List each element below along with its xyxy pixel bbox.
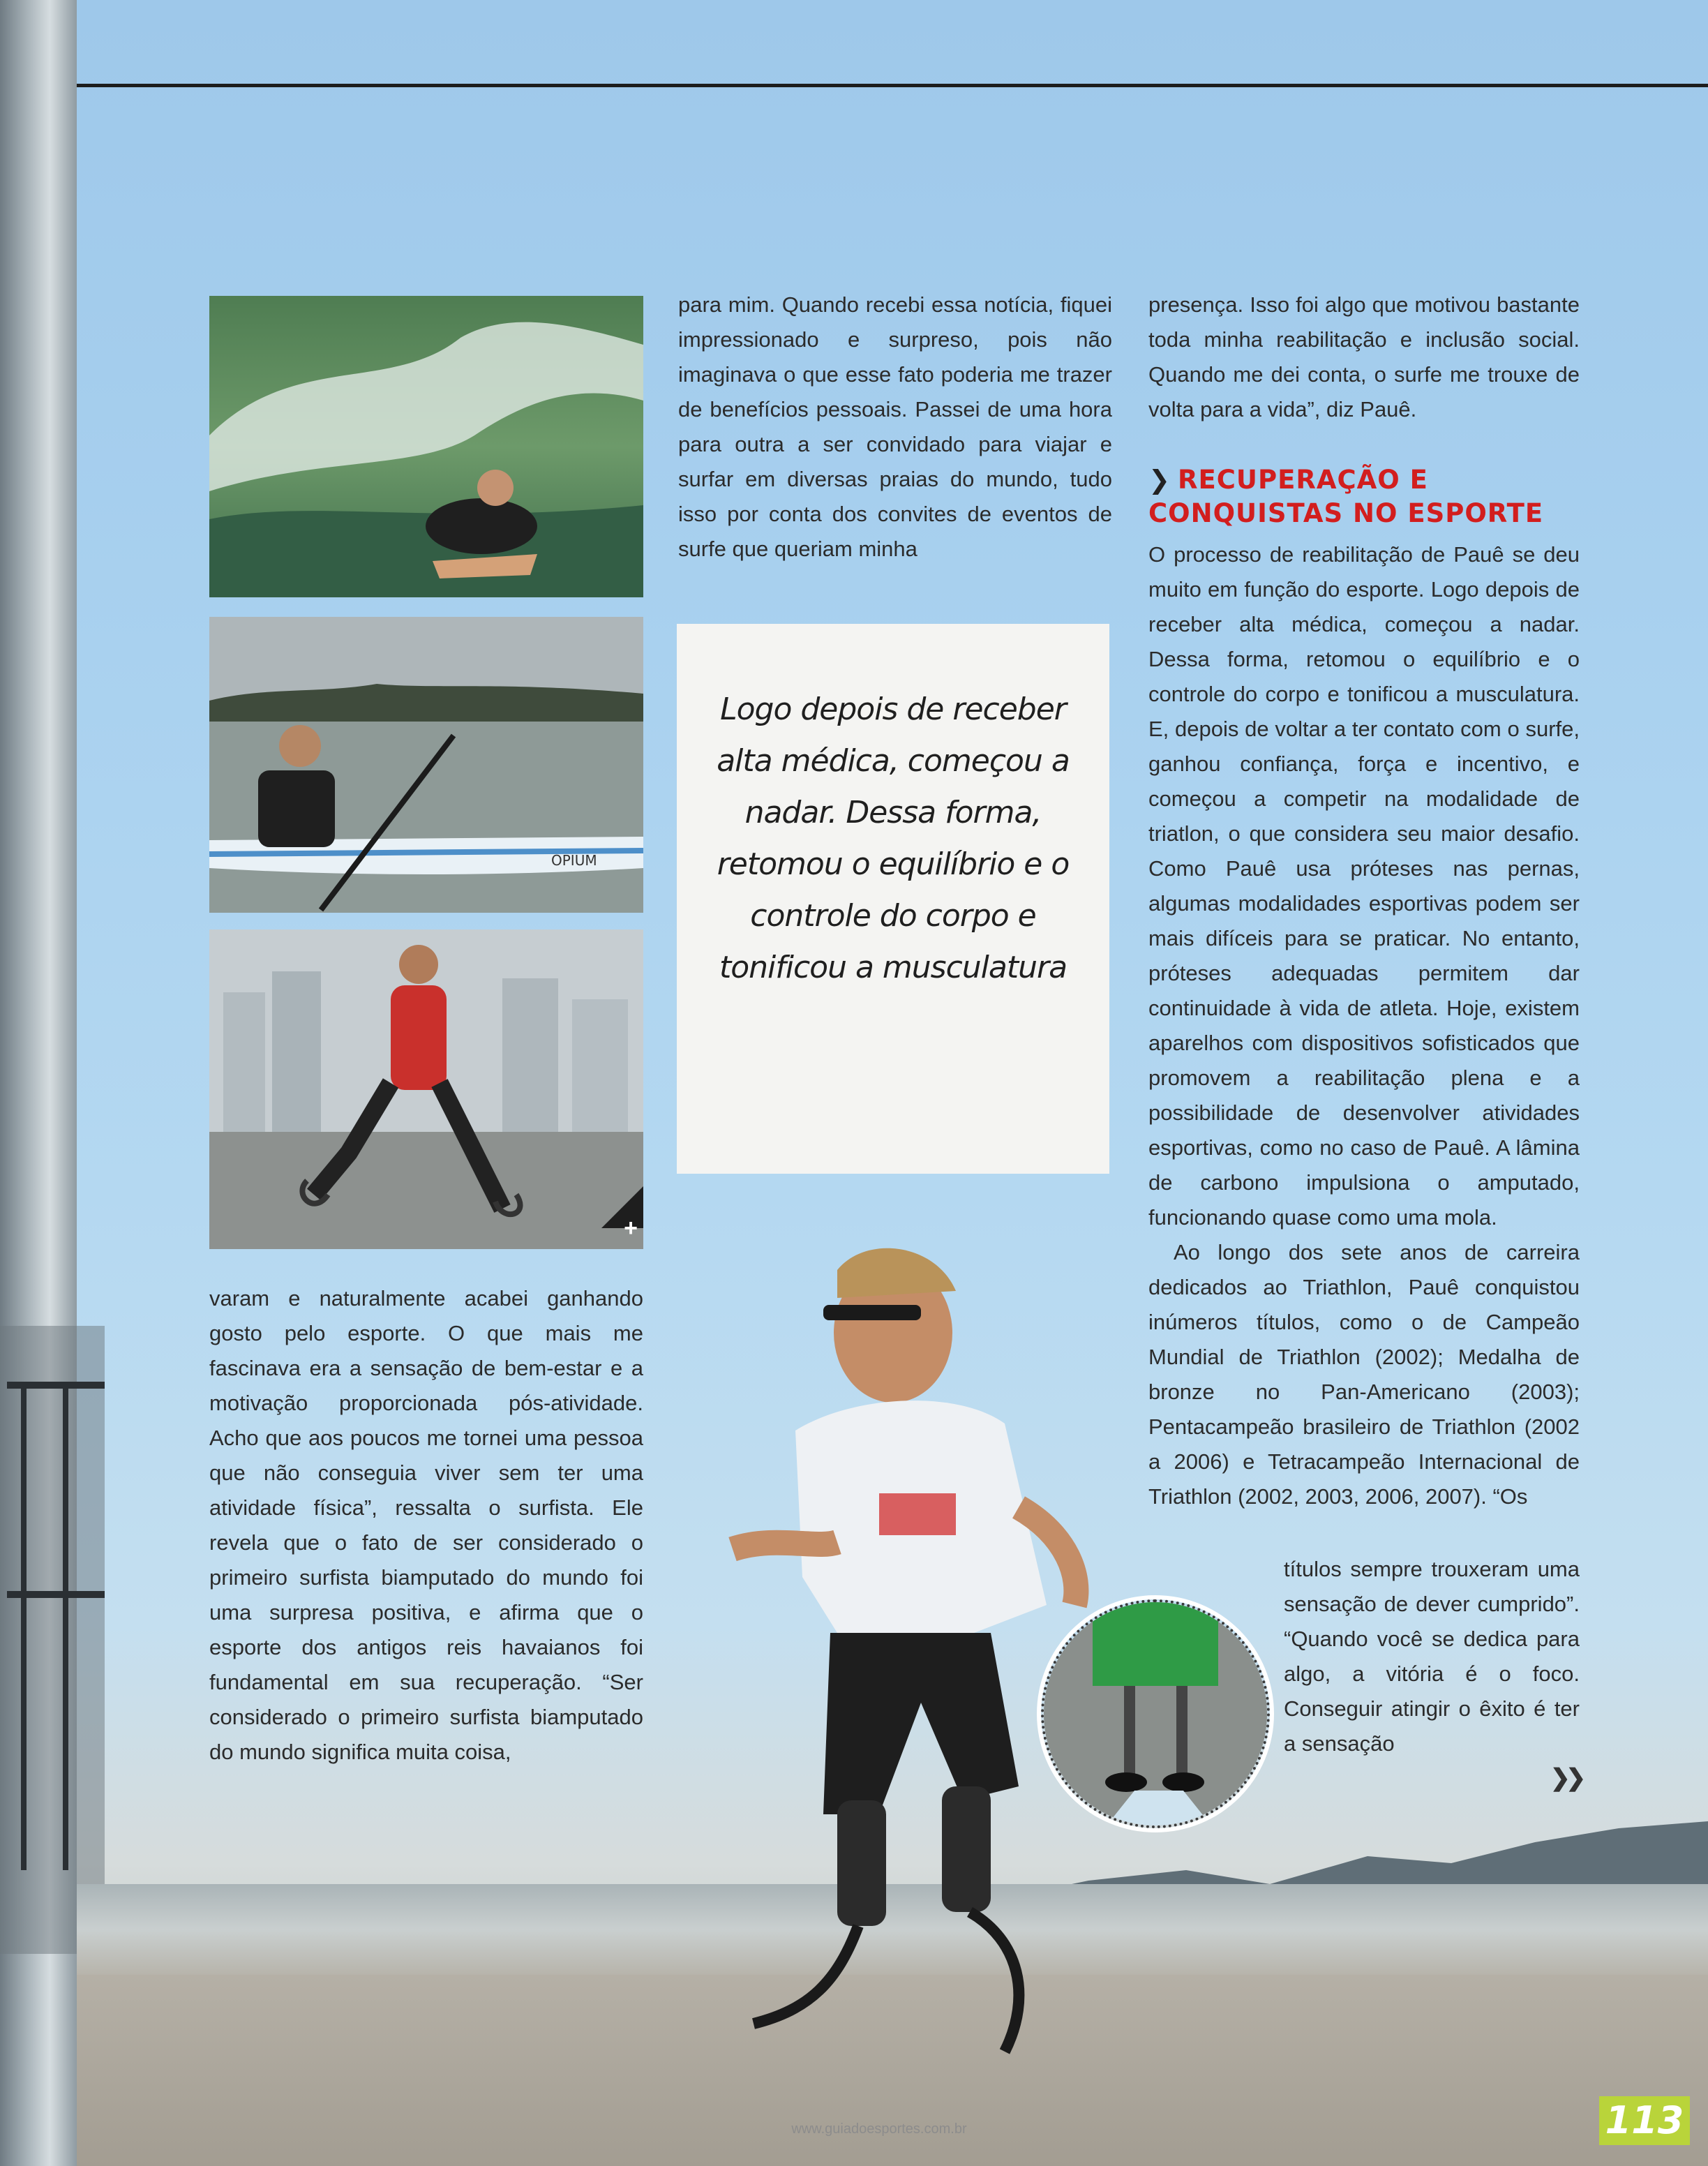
column-right-top-text [1148,287,1580,427]
pull-quote-box [677,624,1109,1174]
continue-arrow-icon: ❯❯ [1550,1765,1582,1791]
plus-icon: + [624,1215,638,1241]
pull-quote-text: Logo depois de receber alta médica, começou a nadar. Dessa forma, retomou o equilíbrio e o controle do corpo e tonificou a musculatura [717,692,1070,985]
page-number: 113 [1599,2096,1690,2145]
section-heading-text: RECUPERAÇÃO E CONQUISTAS NO ESPORTE [1148,465,1544,528]
column-right-body-text [1148,537,1580,1514]
paragraph: varam e naturalmente acabei ganhando gosto pelo esporte. O que mais me fascinava era a sensação de bem-estar e a motivação proporcionada pós-atividade. Acho que aos poucos me tornei uma pessoa que não conseguia viver sem ter uma atividade física”, ressalta o surfista. Ele revela que o fato de ser considerado o primeiro surfista biamputado do mundo foi uma surpresa positiva, e afirma que o esporte dos antigos reis havaianos foi fundamental em sua recuperação. “Ser considerado o primeiro surfista biamputado do mundo significa muita coisa, [209,1286,643,1764]
chevron-right-icon: ❯ [1148,465,1171,495]
column-left-bottom-text [209,1281,643,1770]
paragraph: Ao longo dos sete anos de carreira dedicados ao Triathlon, Pauê conquistou inúmeros títulos, como o de Campeão Mundial de Triathlon (2002); Medalha de bronze no Pan-Americano (2003); Pentacampeão brasileiro de Triathlon (2002 a 2006) e Tetracampeão Internacional de Triathlon (2002, 2003, 2006, 2007). “Os [1148,1240,1580,1509]
railing-illustration [0,1326,105,1954]
column-right-bottom-text [1284,1552,1580,1761]
top-rule [77,84,1708,87]
kayak-photo [209,617,643,913]
surfer-wave-photo [209,296,643,597]
paragraph: O processo de reabilitação de Pauê se deu muito em função do esporte. Logo depois de receber alta médica, começou a nadar. Dessa forma, retomou o equilíbrio e o controle do corpo e tonificou a musculatura. E, depois de voltar a ter contato com o surfe, ganhou confiança, força e incentivo, e começou a competir na modalidade de triatlon, o que considera seu maior desafio. Como Pauê usa próteses nas pernas, algumas modalidades esportivas podem ser mais difíceis para se praticar. No entanto, próteses adequadas permitem dar continuidade à vida de atleta. Hoje, existem aparelhos com dispositivos sofisticados que promovem a reabilitação plena e a possibilidade de desenvolver atividades esportivas, como no caso de Pauê. A lâmina de carbono impulsiona o amputado, funcionando quase como uma mola. [1148,542,1580,1230]
paragraph: para mim. Quando recebi essa notícia, fiquei impressionado e surpreso, pois não imaginava o que esse fato poderia me trazer de benefícios pessoais. Passei de uma hora para outra a ser convidado para viajar e surfar em diversas praias do mundo, tudo isso por conta dos convites de eventos de surfe que queriam minha [678,292,1112,561]
footer-url: www.guiadoesportes.com.br [791,2121,967,2137]
kayak-brand-label: OPIUM [551,852,597,869]
paragraph: presença. Isso foi algo que motivou bastante toda minha reabilitação e inclusão social. Quando me dei conta, o surfe me trouxe de volta para a vida”, diz Pauê. [1148,292,1580,421]
column-center-top-text [678,287,1112,567]
prosthetics-circle-photo [1041,1599,1270,1828]
paragraph: títulos sempre trouxeram uma sensação de dever cumprido”. “Quando você se dedica para algo, a vitória é o foco. Conseguir atingir o êxito é ter a sensação [1284,1557,1580,1756]
runner-city-photo [209,929,643,1249]
section-heading [1148,463,1580,530]
